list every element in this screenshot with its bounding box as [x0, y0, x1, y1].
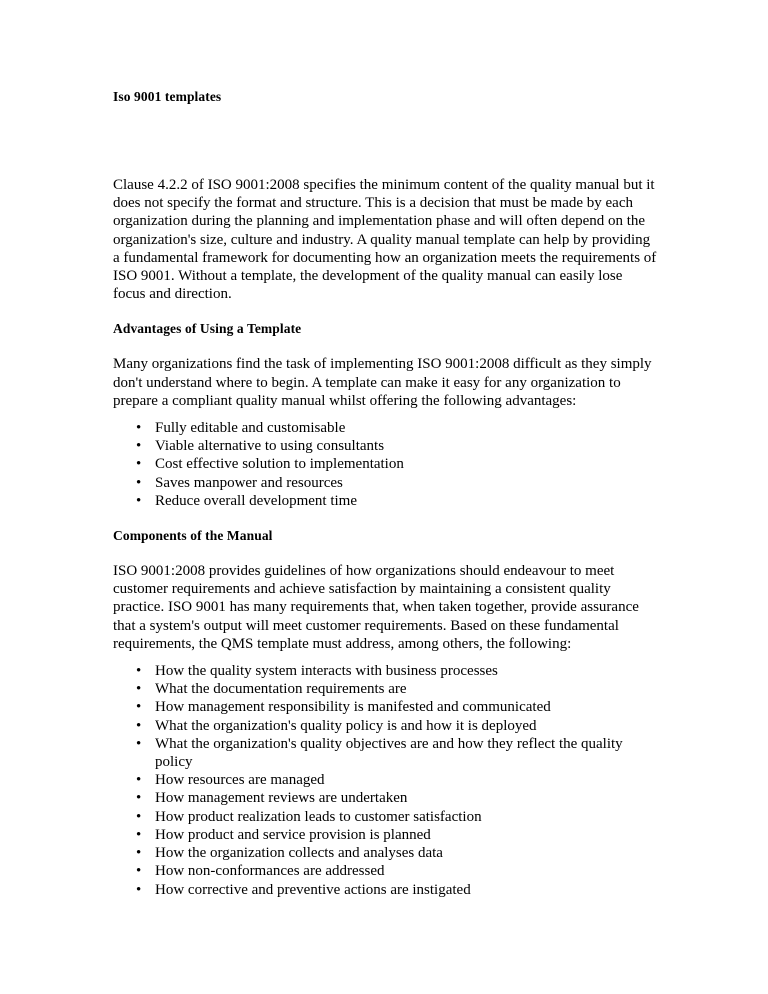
- list-item: [113, 826, 658, 844]
- bullet-icon: •: [136, 456, 142, 473]
- list-item-label: How the organization collects and analyses data: [155, 845, 443, 862]
- spacer: [113, 653, 658, 662]
- list-item: [113, 437, 658, 455]
- list-item: [113, 698, 658, 716]
- title-spacer: [113, 106, 658, 176]
- list-item-label: What the documentation requirements are: [155, 681, 407, 698]
- list-item-label: How management responsibility is manifested and communicated: [155, 699, 551, 716]
- list-item-label: Saves manpower and resources: [155, 474, 343, 491]
- list-item-label: How product and service provision is planned: [155, 826, 431, 843]
- bullet-icon: •: [136, 717, 142, 734]
- list-item: [113, 862, 658, 880]
- bullet-icon: •: [136, 881, 142, 898]
- advantages-heading: Advantages of Using a Template: [113, 321, 302, 337]
- list-item: [113, 808, 658, 826]
- bullet-icon: •: [136, 438, 142, 455]
- bullet-icon: •: [136, 735, 142, 752]
- list-item: [113, 844, 658, 862]
- list-item-label: How product realization leads to customer satisfaction: [155, 808, 482, 825]
- bullet-icon: •: [136, 772, 142, 789]
- list-item: [113, 455, 658, 473]
- list-item-label: Viable alternative to using consultants: [155, 438, 385, 455]
- list-item-label: What the organization's quality objectives are and how they reflect the quality policy: [155, 735, 623, 771]
- intro-paragraph: Clause 4.2.2 of ISO 9001:2008 specifies the minimum content of the quality manual but it does not specify the format and structure. This is a decision that must be made by each organization during the planning and implementation phase and will often depend on the organization's size, culture and industry. A quality manual template can help by providing a fundamental framework for documenting how an organization meets the requirements of ISO 9001. Without a template, the development of the quality manual can easily lose focus and direction.: [113, 177, 657, 303]
- list-item: [113, 771, 658, 789]
- advantages-paragraph: Many organizations find the task of implementing ISO 9001:2008 difficult as they simply don't understand where to begin. A template can make it easy for any organization to prepare a compliant quality manual whilst offering the following advantages:: [113, 356, 652, 409]
- bullet-icon: •: [136, 663, 142, 680]
- list-item: [113, 881, 658, 899]
- list-item: [113, 662, 658, 680]
- list-item-label: How the quality system interacts with business processes: [155, 663, 498, 680]
- list-item-label: What the organization's quality policy is and how it is deployed: [155, 717, 537, 734]
- bullet-icon: •: [136, 681, 142, 698]
- list-item-label: How corrective and preventive actions are instigated: [155, 881, 471, 898]
- list-item: [113, 419, 658, 437]
- list-item: [113, 789, 658, 807]
- list-item-label: How non-conformances are addressed: [155, 863, 385, 880]
- bullet-icon: •: [136, 699, 142, 716]
- list-item: [113, 735, 658, 771]
- document-body: [113, 88, 658, 899]
- bullet-icon: •: [136, 420, 142, 437]
- bullet-icon: •: [136, 863, 142, 880]
- components-heading: Components of the Manual: [113, 528, 273, 544]
- advantages-list: [113, 419, 658, 510]
- bullet-icon: •: [136, 808, 142, 825]
- list-item-label: Fully editable and customisable: [155, 420, 346, 437]
- list-item: [113, 492, 658, 510]
- spacer: [113, 510, 658, 527]
- spacer: [113, 410, 658, 419]
- components-paragraph: ISO 9001:2008 provides guidelines of how organizations should endeavour to meet customer requirements and achieve satisfaction by maintaining a consistent quality practice. ISO 9001 has many requirements that, when taken together, provide assurance that a system's output will meet customer requirements. Based on these fundamental requirements, the QMS template must address, among others, the following:: [113, 563, 639, 652]
- list-item-label: Reduce overall development time: [155, 492, 358, 509]
- list-item-label: How management reviews are undertaken: [155, 790, 408, 807]
- list-item: [113, 717, 658, 735]
- bullet-icon: •: [136, 790, 142, 807]
- list-item: [113, 474, 658, 492]
- spacer: [113, 545, 658, 562]
- bullet-icon: •: [136, 474, 142, 491]
- bullet-icon: •: [136, 492, 142, 509]
- page-title: Iso 9001 templates: [113, 89, 222, 104]
- components-list: [113, 662, 658, 899]
- list-item-label: How resources are managed: [155, 772, 325, 789]
- spacer: [113, 303, 658, 320]
- list-item-label: Cost effective solution to implementation: [155, 456, 404, 473]
- bullet-icon: •: [136, 845, 142, 862]
- bullet-icon: •: [136, 826, 142, 843]
- spacer: [113, 338, 658, 355]
- list-item: [113, 680, 658, 698]
